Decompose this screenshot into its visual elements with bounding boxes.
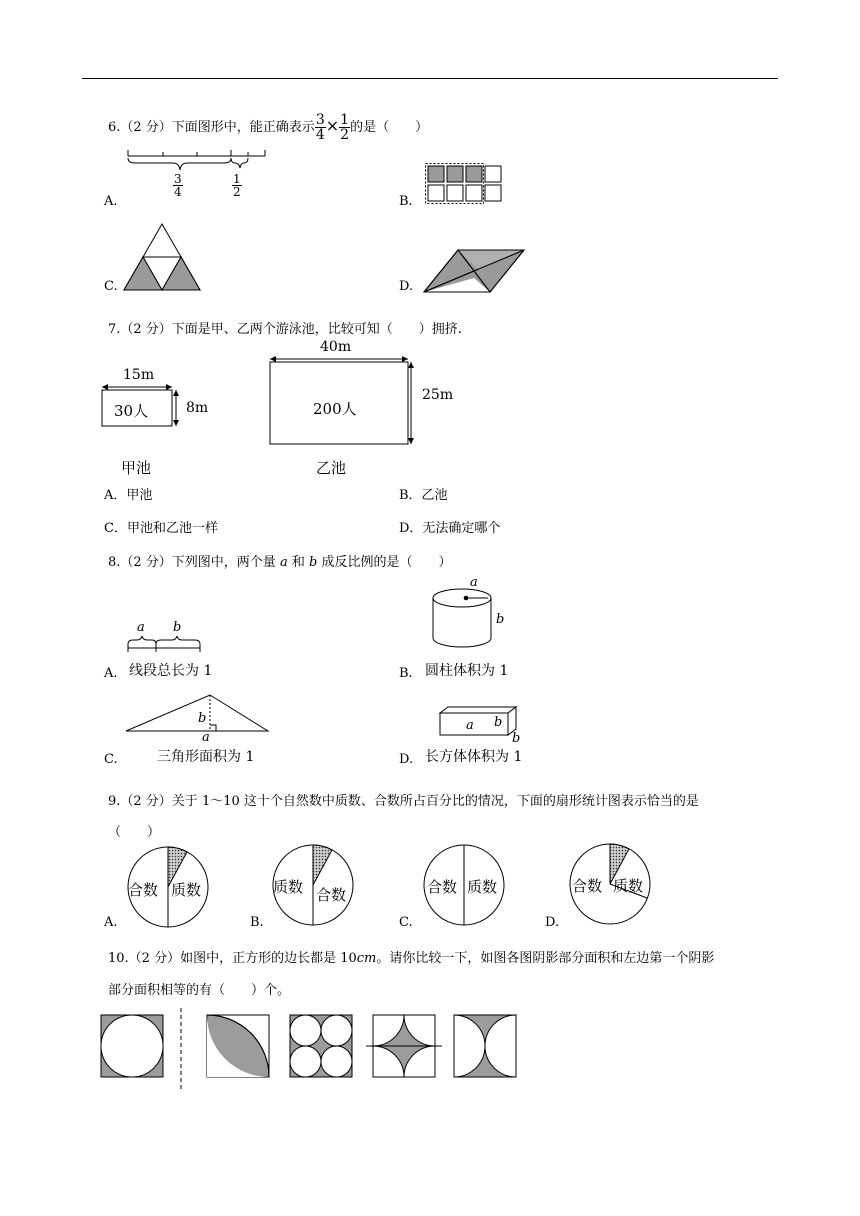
q8-option-b-label[interactable]: B.	[399, 666, 413, 681]
q7-pool-jia-name: 甲池	[121, 459, 152, 477]
q8-var-b: b	[308, 555, 318, 570]
q7-pool-yi-name: 乙池	[316, 459, 347, 477]
q8-a-label-a: a	[137, 620, 145, 635]
q7-option-b[interactable]: B．乙池	[399, 488, 448, 503]
q7-pool-jia-height: 8m	[186, 400, 209, 416]
q6-a-brace-fraction-1-2: $\frac{1}{2}$	[233, 172, 241, 199]
q9-a-prime: 质数	[171, 881, 202, 899]
q6-stem-tail: 的是（ ）	[350, 120, 429, 135]
q8-c-label-a: a	[202, 730, 210, 745]
q9-option-b-label[interactable]: B.	[250, 915, 264, 930]
q6-fraction-1: $\frac{3}{4}$	[315, 112, 325, 143]
q9-b-composite: 合数	[316, 886, 347, 904]
q9-b-prime: 质数	[273, 878, 304, 896]
q10-figure-1	[101, 1015, 163, 1077]
q6-option-c-label[interactable]: C.	[104, 279, 118, 294]
q6-fraction-2: $\frac{1}{2}$	[340, 112, 350, 143]
q7-pool-jia-people: 30人	[114, 402, 149, 420]
q7-pool-yi-people: 200人	[313, 400, 357, 418]
q8-d-label-b-side: b	[494, 715, 503, 730]
q10-figure-3	[290, 1015, 352, 1077]
q10-unit: cm	[356, 951, 377, 966]
q10-figure-4	[366, 1015, 442, 1077]
question-9-paren: （ ）	[108, 825, 161, 840]
q9-option-c-label[interactable]: C.	[399, 915, 413, 930]
q9-c-composite: 合数	[427, 878, 458, 896]
q6-option-b-label[interactable]: B.	[399, 194, 413, 209]
q8-b-label-a: a	[470, 575, 478, 590]
q8-c-label-b: b	[198, 711, 207, 726]
q7-pool-yi-width: 40m	[320, 339, 352, 355]
q9-c-prime: 质数	[467, 878, 498, 896]
q8-option-d-label[interactable]: D.	[399, 752, 414, 767]
q7-pool-jia-width: 15m	[123, 367, 155, 383]
q10-figure-2	[207, 1015, 269, 1077]
q9-option-a-label[interactable]: A.	[104, 915, 118, 930]
q7-option-a[interactable]: A．甲池	[104, 488, 153, 503]
q6-stem-text: 6.（2 分）下面图形中，能正确表示	[108, 120, 315, 135]
q8-d-label-b-depth: b	[512, 731, 521, 746]
q8-option-b-caption: 圆柱体积为 1	[425, 663, 509, 679]
q8-var-a: a	[279, 555, 288, 570]
question-8-stem: 8.（2 分）下列图中，两个量 a 和 b 成反比例的是（ ）	[108, 555, 452, 570]
q7-option-c[interactable]: C．甲池和乙池一样	[104, 521, 218, 536]
q9-d-prime: 质数	[613, 877, 644, 895]
q10-figure-5	[454, 1015, 516, 1077]
q7-option-d[interactable]: D．无法确定哪个	[399, 521, 501, 536]
q8-a-label-b: b	[173, 620, 182, 635]
question-9-stem: 9.（2 分）关于 1～10 这十个自然数中质数、合数所占百分比的情况，下面的扇形统计图表示恰当的是	[108, 794, 699, 809]
q8-d-label-a: a	[466, 718, 474, 733]
q6-a-brace-fraction-3-4: $\frac{3}{4}$	[174, 172, 182, 199]
q8-option-c-label[interactable]: C.	[104, 752, 118, 767]
question-7-stem: 7.（2 分）下面是甲、乙两个游泳池，比较可知（ ）拥挤.	[108, 322, 462, 337]
q9-d-composite: 合数	[572, 877, 603, 895]
times-sign: ×	[325, 116, 340, 135]
q8-option-a-caption: 线段总长为 1	[129, 663, 213, 679]
q9-option-d-label[interactable]: D.	[545, 915, 560, 930]
question-10-stem: 10.（2 分）如图中，正方形的边长都是 10cm。请你比较一下，如图各图阴影部分面积和左边第一个阴影	[108, 951, 715, 966]
q8-b-label-b: b	[496, 612, 505, 627]
q8-option-d-caption: 长方体体积为 1	[425, 749, 523, 765]
q7-pool-yi-height: 25m	[422, 387, 454, 403]
q8-option-c-caption: 三角形面积为 1	[157, 749, 255, 765]
question-10-stem-line2: 部分面积相等的有（ ）个。	[108, 983, 291, 998]
q6-option-d-label[interactable]: D.	[399, 279, 414, 294]
q6-option-a-label[interactable]: A.	[104, 194, 118, 209]
q8-option-a-label[interactable]: A.	[104, 666, 118, 681]
q9-a-composite: 合数	[128, 881, 159, 899]
